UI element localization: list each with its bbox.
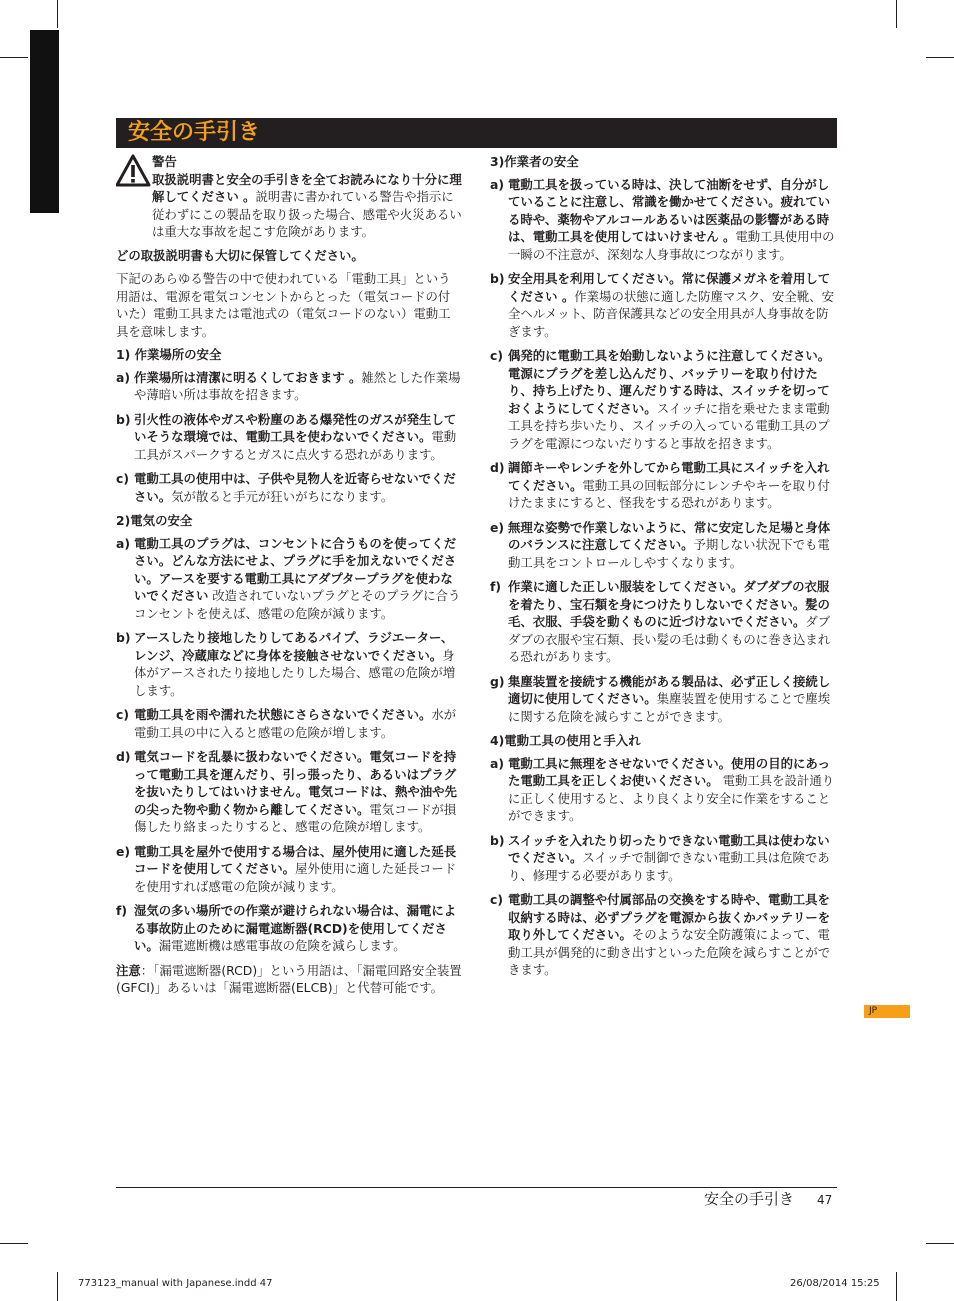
item-bold: 電動工具の調整や付属部品の交換をする時や、電動工具を収納する時は、必ずプラグを電源から抜くかバッテリーを取り外してください。 — [508, 892, 831, 942]
section-heading-electrical: 2)電気の安全 — [116, 513, 193, 528]
crop-mark — [57, 0, 58, 28]
item-label: c) — [116, 707, 130, 722]
item-bold: 無理な姿勢で作業しないように、常に安定した足場と身体のバランスに注意してください。 — [508, 519, 831, 552]
rcd-note — [116, 962, 462, 997]
item-label: c) — [490, 348, 504, 363]
list-item — [490, 176, 836, 264]
item-label: e) — [490, 519, 505, 535]
list-item — [490, 673, 836, 726]
item-text: 予期しない状況下でも電動工具をコントロールしやすくなります。 — [508, 537, 830, 570]
item-bold: 作業場所は清潔に明るくしておきます 。 — [134, 369, 362, 385]
item-label: b) — [490, 271, 505, 286]
item-bold: 電動工具のプラグは、コンセントに合うものを使ってください。どんな方法にせよ、プラグに手を加えないでください。アースを要する電動工具にアダプタープラグを使わないでください — [134, 535, 457, 603]
footer-divider — [116, 1187, 837, 1188]
item-bold: 電動工具を雨や濡れた状態にさらさないでください。 — [134, 707, 432, 722]
warning-triangle-icon — [116, 154, 152, 188]
item-text: 集塵装置を使用することで塵埃に関する危険を減らすことができます。 — [508, 691, 831, 724]
warning-title: 警告 — [152, 154, 177, 169]
item-label: b) — [116, 411, 131, 427]
item-bold: スイッチを入れたり切ったりできない電動工具は使わないでください。 — [508, 832, 830, 865]
item-bold: 電動工具を扱っている時は、決して油断をせず、自分がしていることに注意し、常識を働かせてください。疲れている時や、薬物やアルコールあるいは医薬品の影響がある時は、電動工具を使用してはいけません 。 — [508, 176, 831, 244]
list-item — [490, 755, 836, 825]
list-item — [116, 411, 462, 464]
warning-block — [116, 153, 462, 241]
page-title: 安全の手引き — [128, 120, 261, 145]
item-text: 水が電動工具の中に入ると感電の危険が増します。 — [134, 707, 457, 740]
item-bold: 電動工具を屋外で使用する場合は、屋外使用に適した延長コードを使用してください。 — [134, 843, 457, 876]
warning-text: 説明書に書かれている警告や指示に従わずにこの製品を取り扱った場合、感電や火災あるいは重大な事故を起こす危険があります。 — [152, 189, 462, 239]
item-text: そのような安全防護策によって、電動工具が偶発的に動き出すといった危険を減らすことができます。 — [508, 927, 831, 977]
list-item — [116, 629, 462, 699]
item-label: g) — [490, 673, 505, 689]
section-edge-tab — [30, 30, 59, 213]
item-text: 電動工具使用中の一瞬の不注意が、深刻な人身事故につながります。 — [508, 229, 835, 262]
section-heading-work-area: 1) 作業場所の安全 — [116, 347, 222, 362]
item-text: スイッチに指を乗せたまま電動工具を持ち歩いたり、スイッチの入っている電動工具のプラグを電源につないだりすると事故を招きます。 — [508, 400, 830, 451]
item-text: ダブダブの衣服や宝石類、長い髪の毛は動くものに巻き込まれる恐れがあります。 — [508, 614, 831, 664]
item-text: スイッチで制御できない電動工具は危険であり、修理する必要があります。 — [508, 850, 830, 883]
item-bold: アースしたり接地したりしてあるパイプ、ラジエーター、レンジ、冷蔵庫などに身体を接触させないでください。 — [134, 630, 454, 663]
item-label: f) — [490, 579, 502, 594]
item-label: f) — [116, 903, 128, 918]
crop-mark — [896, 1272, 897, 1301]
list-item — [490, 832, 836, 885]
item-text: 電気コードが損傷したり絡まったりすると、感電の危険が増します。 — [134, 801, 457, 834]
item-text: 漏電遮断機は感電事故の危険を減らします。 — [158, 938, 406, 953]
list-item — [116, 902, 462, 955]
power-tool-definition: 下記のあらゆる警告の中で使われている「電動工具」という用語は、電源を電気コンセントからとった（電気コードの付いた）電動工具または電池式の（電気コードのない）電動工具を意味します。 — [116, 271, 451, 339]
list-item — [490, 578, 836, 666]
item-label: a) — [116, 535, 131, 551]
crop-mark — [0, 1243, 28, 1244]
list-item — [490, 519, 836, 572]
crop-mark — [926, 1243, 954, 1244]
item-text: 雑然とした作業場や薄暗い所は事故を招きます。 — [134, 369, 461, 402]
item-label: c) — [116, 471, 130, 486]
warning-bold: 取扱説明書と安全の手引きを全てお読みになり十分に理解してください 。 — [152, 171, 462, 204]
item-bold: 引火性の液体やガスや粉塵のある爆発性のガスが発生していそうな環境では、電動工具を使わないでください。 — [134, 411, 457, 444]
crop-mark — [57, 1272, 58, 1301]
item-label: c) — [490, 892, 504, 907]
item-bold: 作業に適した正しい服装をしてください。ダブダブの衣服を着たり、宝石類を身につけたりしないでください。髪の毛、衣服、手袋を動くものに近づけないでください。 — [508, 579, 830, 629]
item-text: 作業場の状態に適した防塵マスク、安全靴、安全ヘルメット、防音保護具などの安全用具が人身事故を防ぎます。 — [508, 288, 834, 339]
list-item — [116, 535, 462, 623]
list-item — [490, 891, 836, 979]
left-column — [116, 153, 462, 1003]
list-item — [116, 369, 462, 404]
list-item — [490, 270, 836, 340]
item-text: 屋外使用に適した延長コードを使用すれば感電の危険が減ります。 — [134, 861, 457, 894]
section-heading-tool-use: 4)電動工具の使用と手入れ — [490, 733, 641, 748]
item-bold: 電動工具の使用中は、子供や見物人を近寄らせないでください。 — [134, 471, 456, 504]
item-label: d) — [116, 749, 131, 764]
right-column — [490, 153, 836, 986]
item-text: 改造されていないプラグとそのプラグに合うコンセントを使えば、感電の危険が減ります。 — [134, 588, 461, 621]
crop-mark — [0, 57, 28, 58]
item-text: 電動工具の回転部分にレンチやキーを取り付けたままにすると、怪我をする恐れがあります。 — [508, 477, 830, 510]
footer-title: 安全の手引き — [704, 1190, 795, 1208]
item-text: 身体がアースされたり接地したりした場合、感電の危険が増します。 — [134, 647, 456, 698]
crop-mark — [896, 0, 897, 28]
page-number: 47 — [817, 1193, 833, 1207]
title-bar — [116, 118, 837, 148]
language-tab: JP — [864, 1005, 910, 1018]
list-item — [490, 459, 836, 512]
item-bold: 電気コードを乱暴に扱わないでください。電気コードを持って電動工具を運んだり、引っ張ったり、あるいはプラグを抜いたりしてはいけません。電気コードは、熱や油や先の尖った物や動く物から離してください。 — [134, 749, 457, 817]
crop-mark — [926, 57, 954, 58]
item-bold: 集塵装置を接続する機能がある製品は、必ず正しく接続し適切に使用してください。 — [508, 673, 831, 706]
item-label: a) — [116, 369, 131, 385]
item-label: b) — [116, 630, 131, 645]
item-bold: 安全用具を利用してください。常に保護メガネを着用してください 。 — [508, 271, 831, 304]
item-label: b) — [490, 832, 505, 848]
note-label: 注意 — [116, 962, 141, 978]
list-item — [116, 706, 462, 741]
item-label: e) — [116, 843, 131, 859]
item-text: 気が散ると手元が狂いがちになります。 — [171, 488, 394, 504]
item-bold: 調節キーやレンチを外してから電動工具にスイッチを入れてください。 — [508, 460, 830, 493]
item-bold: 電動工具に無理をさせないでください。使用の目的にあった電動工具を正しくお使いください。 — [508, 755, 831, 788]
note-text: ：「漏電遮断器(RCD)」という用語は、「漏電回路安全装置(GFCI)」あるいは「漏電遮断器(ELCB)」と代替可能です。 — [116, 962, 462, 995]
item-bold: 湿気の多い場所での作業が避けられない場合は、漏電による事故防止のために漏電遮断器(RCD)を使用してください。 — [134, 903, 457, 953]
list-item — [116, 470, 462, 505]
item-label: a) — [490, 755, 505, 771]
item-label: a) — [490, 176, 505, 192]
item-label: d) — [490, 460, 505, 475]
list-item — [116, 748, 462, 836]
item-text: 電動工具を設計通りに正しく使用すると、より良くより安全に作業をすることができます。 — [508, 773, 835, 823]
list-item — [116, 843, 462, 896]
list-item — [490, 347, 836, 452]
print-slug-file: 773123_manual with Japanese.indd 47 — [78, 1278, 273, 1289]
item-text: 電動工具がスパークするとガスに点火する恐れがあります。 — [134, 429, 457, 462]
keep-manual-note: どの取扱説明書も大切に保管してください。 — [116, 247, 364, 263]
print-slug-date: 26/08/2014 15:25 — [790, 1278, 880, 1289]
item-bold: 偶発的に電動工具を始動しないように注意してください。電源にプラグを差し込んだり、バッテリーを取り付けたり、持ち上げたり、運んだりする時は、スイッチを切っておくようにしてください。 — [508, 348, 831, 416]
section-heading-personal-safety: 3)作業者の安全 — [490, 154, 579, 169]
